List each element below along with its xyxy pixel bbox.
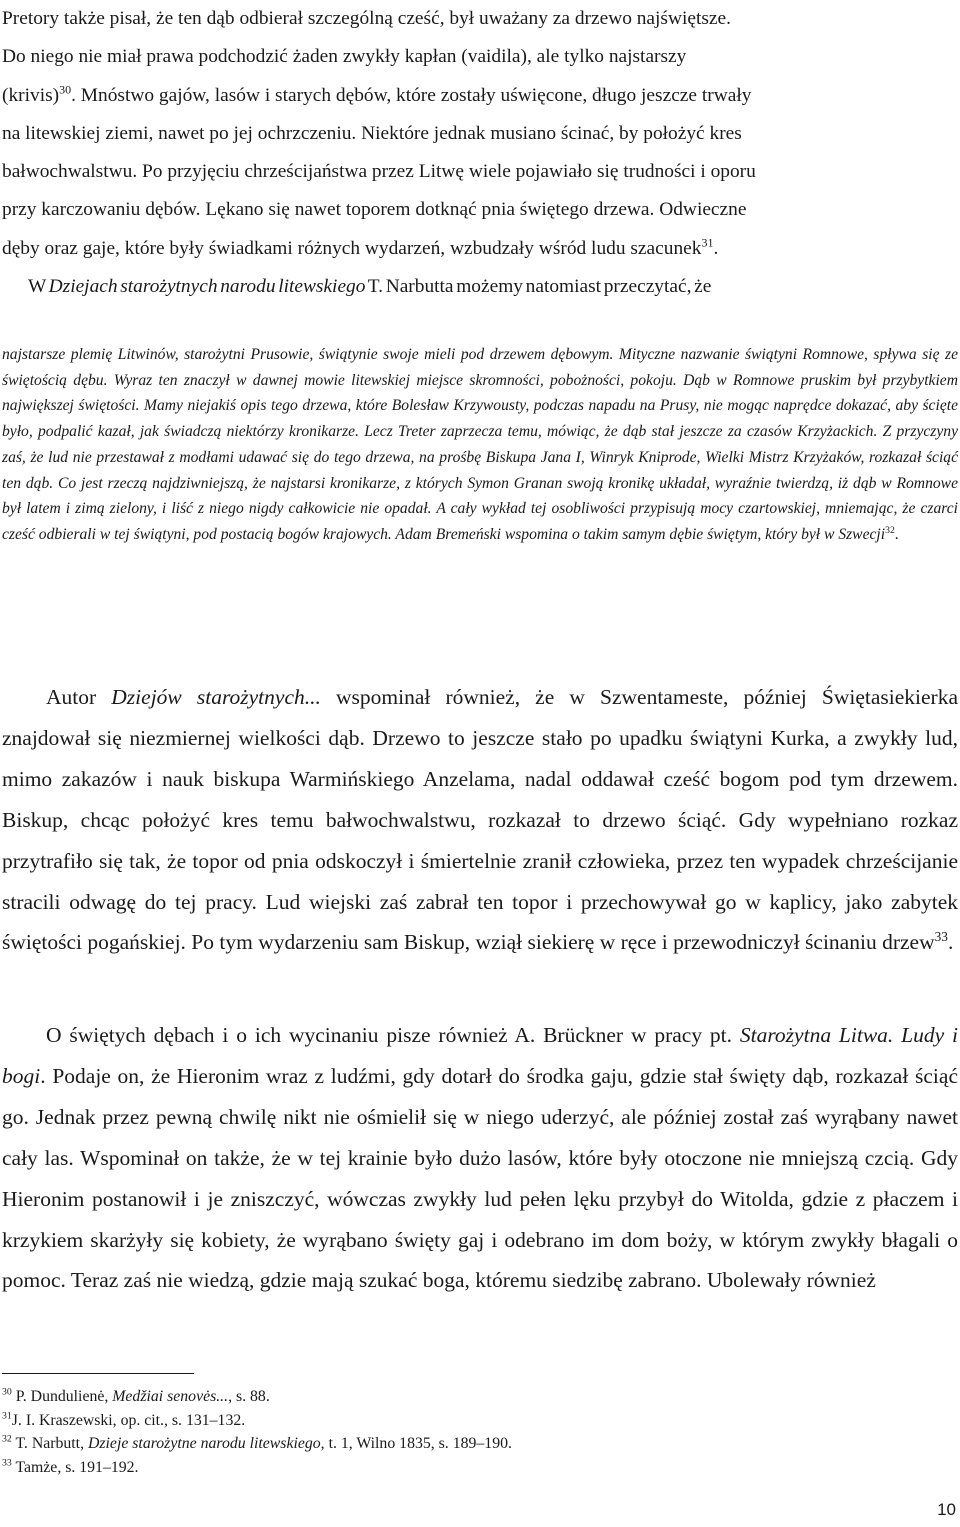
footnote-separator — [2, 1373, 194, 1374]
paragraph-2 — [2, 677, 958, 963]
book-title: Starożytna Litwa. Ludy i bogi — [2, 1023, 958, 1088]
footnote-ref-33[interactable]: 33 — [934, 929, 948, 945]
text-run: T. Narbutt, — [11, 1435, 88, 1453]
book-title: Dziejów starożytnych... — [111, 685, 321, 709]
footnote-31 — [2, 1409, 512, 1433]
text-run: dęby oraz gaje, które były świadkami różnych wydarzeń, wzbudzały wśród ludu szacunek — [2, 237, 702, 259]
paragraph-1-line-7 — [2, 230, 958, 268]
text-run: (krivis) — [2, 84, 60, 106]
footnote-ref-30[interactable]: 30 — [59, 82, 72, 97]
paragraph-1-line-8 — [2, 268, 958, 306]
text-run: P. Dundulienė, — [11, 1388, 113, 1405]
book-title: Medžiai senovės... — [112, 1388, 229, 1405]
page-number: 10 — [937, 1500, 956, 1519]
text-run: . — [947, 930, 954, 955]
footnote-number: 32 — [2, 1434, 12, 1446]
block-quote — [2, 342, 958, 548]
footnote-33 — [2, 1456, 512, 1480]
text-run: W — [28, 276, 49, 298]
footnote-number: 31 — [2, 1410, 12, 1422]
paragraph-3 — [2, 1015, 958, 1301]
text-run: . Podaje on, że Hieronim wraz z ludźmi, gdy dotarł do środka gaju, gdzie stał święty dąb, rozkazał ściąć go. Jednak przez pewną chwilę nikt nie ośmielił się w niego uderzyć, ale później został zaś wyrąbany nawet cały las. Wspominał on także, że w tej krainie było dużo lasów, które były otoczone nie mniejszą czcią. Gdy Hieronim postanowił i je zniszczyć, wówczas zwykły lud pełen lęku przybył do Witolda, gdzie z płaczem i krzykiem skarżyły się kobiety, że wyrąbano święty gaj i odebrano im dom boży, w którym zwykły błagali o pomoc. Teraz zaś nie wiedzą, gdzie mają szukać boga, któremu siedzibę zabrano. Ubolewały również — [2, 1063, 958, 1293]
paragraph-1-line-1: Pretory także pisał, że ten dąb odbierał szczególną cześć, był uważany za drzewo najświętsze. — [2, 8, 731, 29]
text-run: . — [894, 525, 899, 543]
text-run: . — [713, 237, 719, 259]
footnote-32 — [2, 1432, 512, 1456]
footnotes — [2, 1385, 512, 1480]
paragraph-1-line-2: Do niego nie miał prawa podchodzić żaden zwykły kapłan (vaidila), ale tylko najstarszy — [2, 46, 687, 68]
text-run: T. Narbutta możemy natomiast przeczytać, że — [365, 276, 712, 298]
paragraph-1-line-5: bałwochwalstwu. Po przyjęciu chrześcijaństwa przez Litwę wiele pojawiało się trudności i oporu — [2, 161, 756, 183]
text-run: . Mnóstwo gajów, lasów i starych dębów, które zostały uświęcone, długo jeszcze trwały — [71, 84, 752, 106]
paragraph-1 — [2, 0, 958, 306]
footnote-ref-31[interactable]: 31 — [701, 235, 714, 250]
text-run: Autor — [46, 685, 112, 709]
footnote-30 — [2, 1385, 512, 1409]
text-run: , t. 1, Wilno 1835, s. 189–190. — [320, 1435, 512, 1453]
paragraph-1-line-4: na litewskiej ziemi, nawet po jej ochrzczeniu. Niektóre jednak musiano ścinać, by położyć kres — [2, 122, 742, 144]
book-title: Dziejach starożytnych narodu litewskiego — [48, 276, 366, 298]
text-run: O świętych dębach i o ich wycinaniu pisze również A. Brückner w pracy pt. — [46, 1023, 740, 1047]
text-run: , s. 88. — [228, 1388, 270, 1405]
quote-text: najstarsze plemię Litwinów, starożytni Prusowie, świątynie swoje mieli pod drzewem dębowym. Mityczne nazwanie świątyni Romnowe, spływa się ze świętością dębu. Wyraz ten znaczył w dawnej mowie litewskiej miejsce skromności, pobożności, pokoju. Dąb w Romnowe pruskim był przybytkiem największej świętości. Mamy niejakiś opis tego drzewa, które Bolesław Krzywousty, podczas napadu na Prusy, nie mogąc naprędce dokazać, aby ścięte było, podpalić kazał, jak świadczą niektórzy kronikarze. Lecz Treter zaprzecza temu, mówiąc, że dąb stał jeszcze za czasów Krzyżackich. Z przyczyny zaś, że lud nie przestawał z modłami udawać się do tego drzewa, na prośbę Biskupa Jana I, Winryk Kniprode, Wielki Mistrz Krzyżaków, rozkazał ściąć ten dąb. Co jest rzeczą najdziwniejszą, że najstarsi kronikarze, z których Symon Granan swoją kronikę układał, wyraźnie twierdzą, iż dąb w Romnowe był latem i zimą zielony, i liść z niego nigdy całkowicie nie opadał. A cały wykład tej osobliwości przypisują mocy czartowskiej, mniemając, że czarci cześć odbierali w tej świątyni, pod postacią bogów krajowych. Adam Bremeński wspomina o takim samym dębie świętym, który był w Szwecji — [2, 346, 958, 543]
text-run: wspominał również, że w Szwentameste, później Świętasiekierka znajdował się niezmiernej wielkości dąb. Drzewo to jeszcze stało po upadku świątyni Kurka, a zwykły lud, mimo zakazów i nauk biskupa Warmińskiego Anzelama, nadal oddawał cześć bogom pod tym drzewem. Biskup, chcąc położyć kres temu bałwochwalstwu, rozkazał to drzewo ściąć. Gdy wypełniano rozkaz przytrafiło się tak, że topor od pnia odskoczył i śmiertelnie zranił człowieka, przez ten wypadek chrześcijanie stracili odwagę do tej pracy. Lud wiejski zaś zabrał ten topor i przechowywał go w kaplicy, jako zabytek świętości pogańskiej. Po tym wydarzeniu sam Biskup, wziął siekierę w ręce i przewodniczył ścinaniu drzew — [2, 685, 958, 955]
text-run: J. I. Kraszewski, op. cit., s. 131–132. — [11, 1411, 246, 1429]
book-title: Dzieje starożytne narodu litewskiego — [87, 1435, 321, 1453]
paragraph-1-line-6: przy karczowaniu dębów. Lękano się nawet toporem dotknąć pnia świętego drzewa. Odwieczne — [2, 199, 747, 221]
footnote-number: 30 — [2, 1386, 12, 1398]
footnote-ref-32[interactable]: 32 — [885, 524, 895, 536]
paragraph-1-line-3 — [2, 77, 958, 115]
text-run: Tamże, s. 191–192. — [11, 1459, 139, 1477]
footnote-number: 33 — [2, 1457, 12, 1469]
